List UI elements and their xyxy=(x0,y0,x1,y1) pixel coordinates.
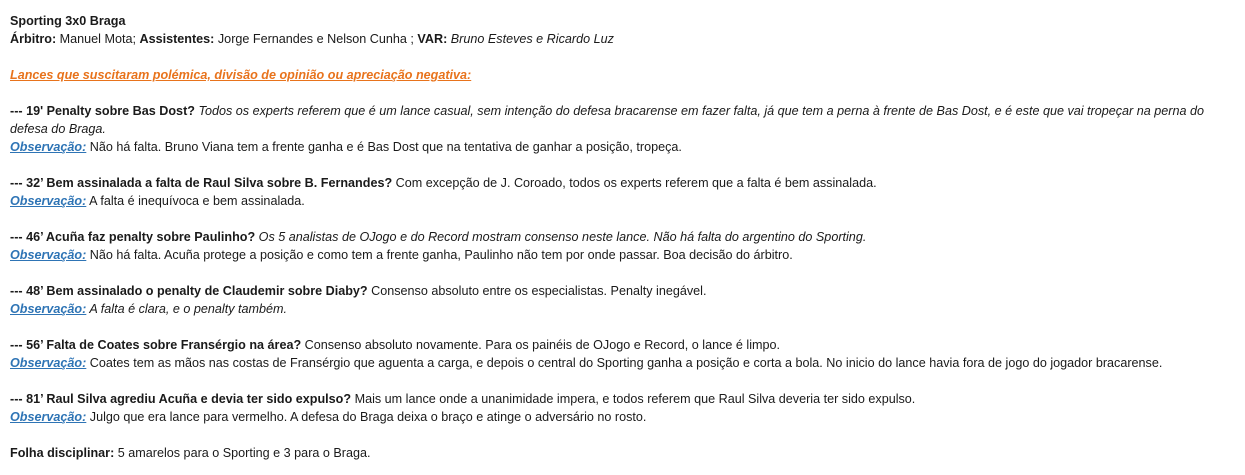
observation-label: Observação: xyxy=(10,248,87,262)
officials-line xyxy=(10,30,1235,48)
observation-label: Observação: xyxy=(10,410,87,424)
observation-text: A falta é clara, e o penalty também. xyxy=(86,302,287,316)
incident-title: --- 46’ Acuña faz penalty sobre Paulinho? xyxy=(10,230,256,244)
incident-observation-3 xyxy=(10,246,1235,264)
incident-question-1 xyxy=(10,102,1235,138)
incident-title: --- 19' Penalty sobre Bas Dost? xyxy=(10,104,195,118)
observation-label: Observação: xyxy=(10,302,87,316)
incident-observation-4 xyxy=(10,300,1235,318)
incident-title: --- 32’ Bem assinalada a falta de Raul Silva sobre B. Fernandes? xyxy=(10,176,393,190)
observation-text: A falta é inequívoca e bem assinalada. xyxy=(86,194,305,208)
incident-question-6 xyxy=(10,390,1235,408)
incident-experts: Os 5 analistas de OJogo e do Record mostram consenso neste lance. Não há falta do argentino do Sporting. xyxy=(255,230,867,244)
disciplinary-summary xyxy=(10,444,1235,462)
incident-title: --- 81’ Raul Silva agrediu Acuña e devia ter sido expulso? xyxy=(10,392,352,406)
incident-experts: Consenso absoluto novamente. Para os painéis de OJogo e Record, o lance é limpo. xyxy=(301,338,781,352)
incident-question-5 xyxy=(10,336,1235,354)
incident-experts: Consenso absoluto entre os especialistas. Penalty inegável. xyxy=(367,284,707,298)
section-heading: Lances que suscitaram polémica, divisão de opinião ou apreciação negativa: xyxy=(10,68,472,82)
observation-text: Não há falta. Acuña protege a posição e como tem a frente ganha, Paulinho não tem por onde passar. Boa decisão do árbitro. xyxy=(86,248,793,262)
observation-label: Observação: xyxy=(10,140,87,154)
incident-experts: Todos os experts referem que é um lance casual, sem intenção do defesa bracarense em fazer falta, já que tem a perna à frente de Bas Dost, e é este que vai tropeçar na perna do defesa do Braga. xyxy=(10,104,1204,136)
incident-observation-2 xyxy=(10,192,1235,210)
incident-experts: Mais um lance onde a unanimidade impera, e todos referem que Raul Silva deveria ter sido expulso. xyxy=(351,392,916,406)
observation-label: Observação: xyxy=(10,356,87,370)
incident-title: --- 56’ Falta de Coates sobre Fransérgio na área? xyxy=(10,338,302,352)
observation-text: Não há falta. Bruno Viana tem a frente ganha e é Bas Dost que na tentativa de ganhar a posição, tropeça. xyxy=(86,140,682,154)
incident-question-2 xyxy=(10,174,1235,192)
match-title: Sporting 3x0 Braga xyxy=(10,14,126,28)
observation-text: Julgo que era lance para vermelho. A defesa do Braga deixa o braço e atinge o adversário no rosto. xyxy=(86,410,647,424)
assistentes-label: Assistentes: xyxy=(139,32,215,46)
incident-observation-1 xyxy=(10,138,1235,156)
var-label: VAR: xyxy=(417,32,448,46)
incident-observation-6 xyxy=(10,408,1235,426)
assistentes-value: Jorge Fernandes e Nelson Cunha ; xyxy=(214,32,418,46)
arbitro-value: Manuel Mota; xyxy=(56,32,140,46)
incident-question-3 xyxy=(10,228,1235,246)
incident-title: --- 48’ Bem assinalado o penalty de Claudemir sobre Diaby? xyxy=(10,284,368,298)
incident-observation-5 xyxy=(10,354,1235,372)
observation-text: Coates tem as mãos nas costas de Fransérgio que aguenta a carga, e depois o central do Sporting ganha a posição e corta a bola. No inicio do lance havia fora de jogo do jogador bracarense. xyxy=(86,356,1163,370)
disciplinary-label: Folha disciplinar: xyxy=(10,446,115,460)
incident-experts: Com excepção de J. Coroado, todos os experts referem que a falta é bem assinalada. xyxy=(392,176,877,190)
observation-label: Observação: xyxy=(10,194,87,208)
incident-question-4 xyxy=(10,282,1235,300)
arbitro-label: Árbitro: xyxy=(10,32,57,46)
var-value: Bruno Esteves e Ricardo Luz xyxy=(447,32,614,46)
disciplinary-value: 5 amarelos para o Sporting e 3 para o Braga. xyxy=(114,446,371,460)
